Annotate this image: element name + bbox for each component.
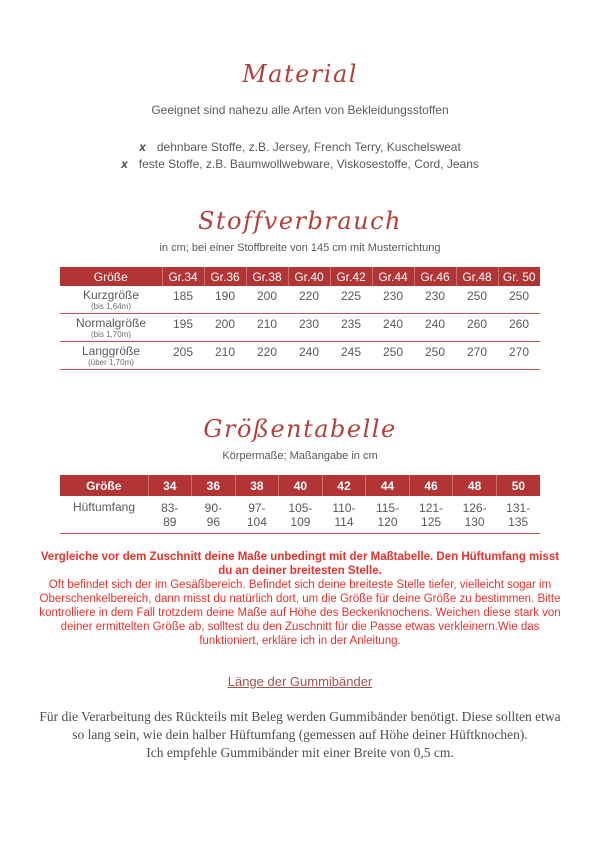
value-cell: 210 <box>214 345 236 359</box>
size-column-header: Gr.34 <box>162 267 204 286</box>
value-cell: 220 <box>298 289 320 303</box>
size-column-header: Gr. 50 <box>498 267 540 286</box>
size-column-header: 48 <box>453 475 497 496</box>
value-cell: 230 <box>382 289 404 303</box>
row-sublabel: (bis 1,64m) <box>90 302 131 311</box>
range-to: 120 <box>377 515 398 529</box>
size-column-header: 44 <box>366 475 410 496</box>
size-column-header: Gr.40 <box>288 267 330 286</box>
gummibaender-body: Für die Verarbeitung des Rückteils mit Beleg werden Gummibänder benötigt. Diese sollten etwa so lang sein, wie dein halber Hüftumfang (gemessen auf Höhe deiner Hüftknochen). <box>39 709 561 742</box>
value-cell: 250 <box>382 345 404 359</box>
range-from: 105- <box>288 501 313 515</box>
row-label-cell <box>60 314 162 342</box>
size-column-header: Gr.44 <box>372 267 414 286</box>
range-cell <box>148 496 192 534</box>
groesse-header: Größe <box>60 475 148 496</box>
warning-bold-text: Vergleiche vor dem Zuschnitt deine Maße unbedingt mit der Maßtabelle. Den Hüftumfang misst du an deiner breitesten Stelle. <box>40 551 560 577</box>
table-header-row <box>60 267 540 286</box>
range-cell <box>279 496 323 534</box>
table-row <box>60 314 540 342</box>
table-row <box>60 342 540 370</box>
value-cell: 200 <box>256 289 278 303</box>
value-cell: 260 <box>466 317 488 331</box>
value-cell: 200 <box>214 317 236 331</box>
value-cell: 190 <box>214 289 236 303</box>
value-cell: 250 <box>508 289 530 303</box>
range-cell <box>192 496 236 534</box>
size-table <box>60 475 540 534</box>
range-from: 83- <box>161 501 179 515</box>
range-to: 104 <box>246 515 267 529</box>
range-cell <box>366 496 410 534</box>
size-column-header: Gr.38 <box>246 267 288 286</box>
stoffverbrauch-heading: Stoffverbrauch <box>197 207 403 235</box>
value-cell: 230 <box>424 289 446 303</box>
range-cell <box>409 496 453 534</box>
value-cell: 220 <box>256 345 278 359</box>
size-column-header: 42 <box>322 475 366 496</box>
range-to: 89 <box>163 515 177 529</box>
row-label-cell: Hüftumfang <box>72 500 136 514</box>
value-cell: 185 <box>172 289 194 303</box>
list-item <box>0 139 600 156</box>
warning-body-text: Oft befindet sich der im Gesäßbereich. Befindet sich deine breiteste Stelle tiefer, vielleicht sogar im Oberschenkelbereich, dann misst du natürlich dort, um die Größe für deine Größe zu bestimmen. Bitte kontrolliere in dem Fall trotzdem deine Maße auf Höhe des Beckenknochens. Weichen diese stark von deiner ermittelten Größe ab, solltest du den Zuschnitt für die Passe etwas verkleinern.Wie das funktioniert, erkläre ich in der Anleitung. <box>39 579 561 647</box>
size-column-header: 40 <box>279 475 323 496</box>
value-cell: 225 <box>340 289 362 303</box>
range-to: 135 <box>508 515 529 529</box>
range-from: 115- <box>375 501 400 515</box>
value-cell: 240 <box>382 317 404 331</box>
measurement-warning <box>36 550 564 648</box>
row-label: Kurzgröße <box>82 288 140 302</box>
value-cell: 240 <box>298 345 320 359</box>
size-column-header: 50 <box>496 475 540 496</box>
size-column-header: 46 <box>409 475 453 496</box>
range-to: 114 <box>334 515 354 529</box>
list-item <box>0 156 600 173</box>
bullet-text: dehnbare Stoffe, z.B. Jersey, French Terry, Kuschelsweat <box>156 140 461 154</box>
gummibaender-note: Ich empfehle Gummibänder mit einer Breite von 0,5 cm. <box>146 745 454 760</box>
range-from: 126- <box>462 501 487 515</box>
range-cell <box>322 496 366 534</box>
range-to: 130 <box>464 515 485 529</box>
range-cell <box>496 496 540 534</box>
size-column-header: Gr.36 <box>204 267 246 286</box>
value-cell: 250 <box>466 289 488 303</box>
row-label-cell <box>60 342 162 370</box>
range-cell <box>235 496 279 534</box>
row-sublabel: (über 1,70m) <box>88 358 134 367</box>
value-cell: 250 <box>424 345 446 359</box>
fabric-consumption-table <box>60 267 540 370</box>
groesse-header: Größe <box>60 267 162 286</box>
stoffverbrauch-subtitle: in cm; bei einer Stoffbreite von 145 cm mit Musterrichtung <box>159 242 441 254</box>
fabric-bullet-list <box>0 139 600 173</box>
value-cell: 245 <box>340 345 362 359</box>
range-to: 109 <box>290 515 311 529</box>
value-cell: 205 <box>172 345 194 359</box>
value-cell: 195 <box>172 317 194 331</box>
value-cell: 270 <box>508 345 530 359</box>
range-from: 110- <box>332 501 356 515</box>
table-header-row <box>60 475 540 496</box>
size-column-header: Gr.48 <box>456 267 498 286</box>
material-heading: Material <box>242 60 358 88</box>
range-to: 125 <box>421 515 442 529</box>
table-row <box>60 286 540 314</box>
value-cell: 210 <box>256 317 278 331</box>
table-row <box>60 496 540 534</box>
size-column-header: 38 <box>235 475 279 496</box>
x-bullet-icon: x <box>139 140 146 154</box>
size-column-header: Gr.42 <box>330 267 372 286</box>
value-cell: 240 <box>424 317 446 331</box>
row-sublabel: (bis 1,70m) <box>90 330 131 339</box>
row-label: Normalgröße <box>75 316 147 330</box>
bullet-text: feste Stoffe, z.B. Baumwollwebware, Viskosestoffe, Cord, Jeans <box>138 157 479 171</box>
value-cell: 230 <box>298 317 320 331</box>
row-label-cell <box>60 286 162 314</box>
value-cell: 260 <box>508 317 530 331</box>
size-column-header: 34 <box>148 475 192 496</box>
range-to: 96 <box>206 515 220 529</box>
row-label: Langgröße <box>81 344 141 358</box>
material-intro: Geeignet sind nahezu alle Arten von Bekleidungsstoffen <box>151 103 449 117</box>
value-cell: 270 <box>466 345 488 359</box>
range-cell <box>453 496 497 534</box>
range-from: 90- <box>204 501 222 515</box>
range-from: 121- <box>419 501 444 515</box>
groessentabelle-subtitle: Körpermaße; Maßangabe in cm <box>222 450 378 462</box>
range-from: 131- <box>506 501 531 515</box>
size-column-header: 36 <box>192 475 236 496</box>
gummibaender-heading: Länge der Gummibänder <box>227 674 373 689</box>
x-bullet-icon: x <box>121 157 128 171</box>
size-column-header: Gr.46 <box>414 267 456 286</box>
groessentabelle-heading: Größentabelle <box>203 415 397 443</box>
range-from: 97- <box>248 501 266 515</box>
value-cell: 235 <box>340 317 362 331</box>
